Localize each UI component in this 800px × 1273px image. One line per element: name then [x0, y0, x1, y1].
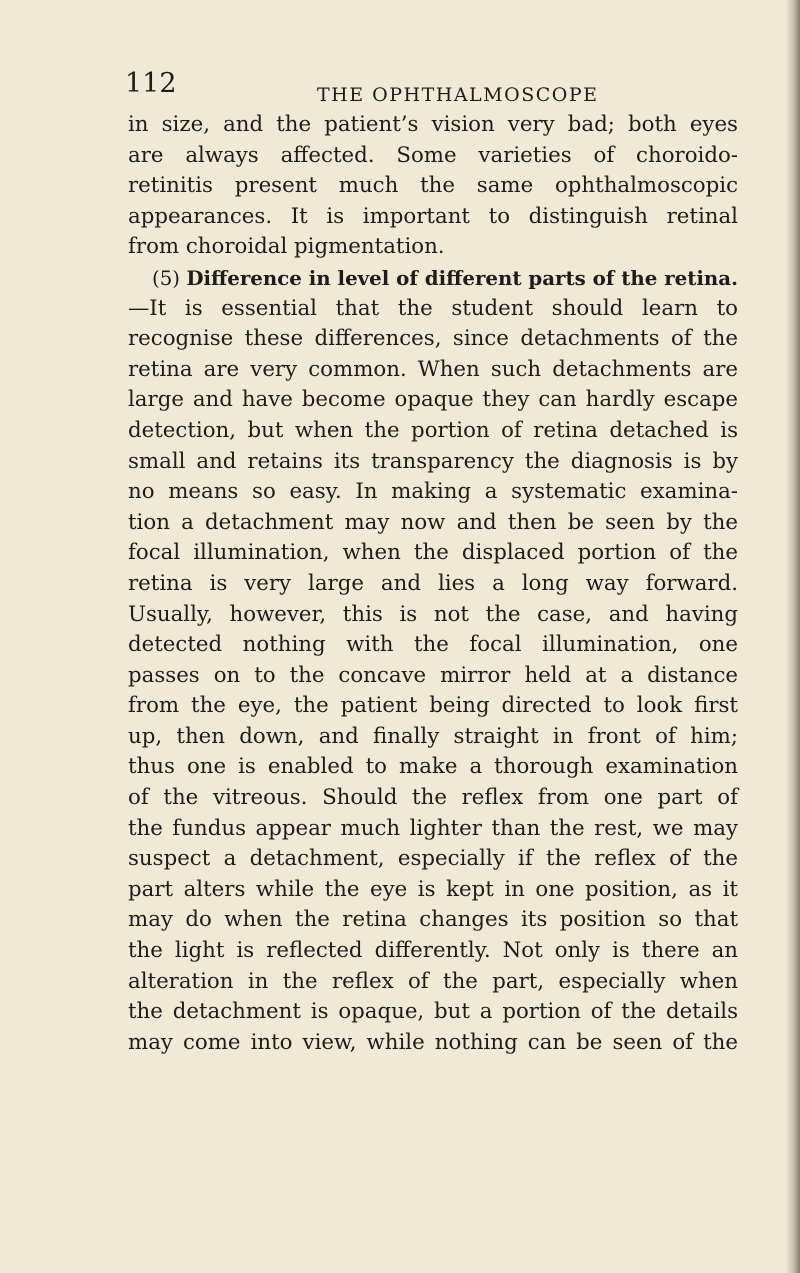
body-text — [128, 110, 738, 1058]
text-line: part alters while the eye is kept in one position, as it — [128, 876, 738, 902]
text-line: passes on to the concave mirror held at a distance — [128, 662, 738, 688]
text-line: large and have become opaque they can hardly escape — [128, 387, 738, 413]
text-line: retinitis present much the same ophthalmoscopic — [128, 173, 738, 199]
text-line: up, then down, and finally straight in front of him; — [128, 723, 738, 749]
section-heading — [128, 263, 738, 294]
text-line: are always affected. Some varieties of choroido- — [128, 142, 738, 168]
text-line: suspect a detachment, especially if the reflex of the — [128, 846, 738, 872]
text-line: appearances. It is important to distinguish retinal — [128, 203, 738, 229]
text-line: the fundus appear much lighter than the rest, we may — [128, 815, 738, 841]
text-line: retina is very large and lies a long way forward. — [128, 570, 738, 596]
text-line: no means so easy. In making a systematic examina- — [128, 479, 738, 505]
text-line: retina are very common. When such detachments are — [128, 356, 738, 382]
text-line: thus one is enabled to make a thorough examination — [128, 754, 738, 780]
text-line: detection, but when the portion of retina detached is — [128, 417, 738, 443]
section-number: (5) — [152, 266, 181, 290]
page-number: 112 — [125, 68, 177, 99]
text-line: focal illumination, when the displaced portion of the — [128, 540, 738, 566]
text-line: may come into view, while nothing can be seen of the — [128, 1029, 738, 1055]
text-line: detected nothing with the focal illumination, one — [128, 632, 738, 658]
text-line: tion a detachment may now and then be seen by the — [128, 509, 738, 535]
text-line: in size, and the patient’s vision very bad; both eyes — [128, 112, 738, 137]
text-line: small and retains its transparency the diagnosis is by — [128, 448, 738, 474]
page-edge-shadow — [786, 0, 800, 1273]
text-line: the light is reflected differently. Not only is there an — [128, 938, 738, 964]
text-line: from the eye, the patient being directed to look first — [128, 693, 738, 719]
text-line: may do when the retina changes its position so that — [128, 907, 738, 933]
text-line: from choroidal pigmentation. — [128, 234, 445, 260]
text-line: recognise these differences, since detachments of the — [128, 326, 738, 352]
text-line: of the vitreous. Should the reflex from one part of — [128, 785, 738, 811]
text-line: —It is essential that the student should learn to — [128, 295, 738, 321]
section-title: Difference in level of different parts of the retina. — [186, 265, 738, 290]
running-title: THE OPHTHALMOSCOPE — [317, 84, 599, 106]
text-line: alteration in the reflex of the part, especially when — [128, 968, 738, 994]
text-line: Usually, however, this is not the case, and having — [128, 601, 738, 627]
text-line: the detachment is opaque, but a portion of the details — [128, 999, 738, 1025]
